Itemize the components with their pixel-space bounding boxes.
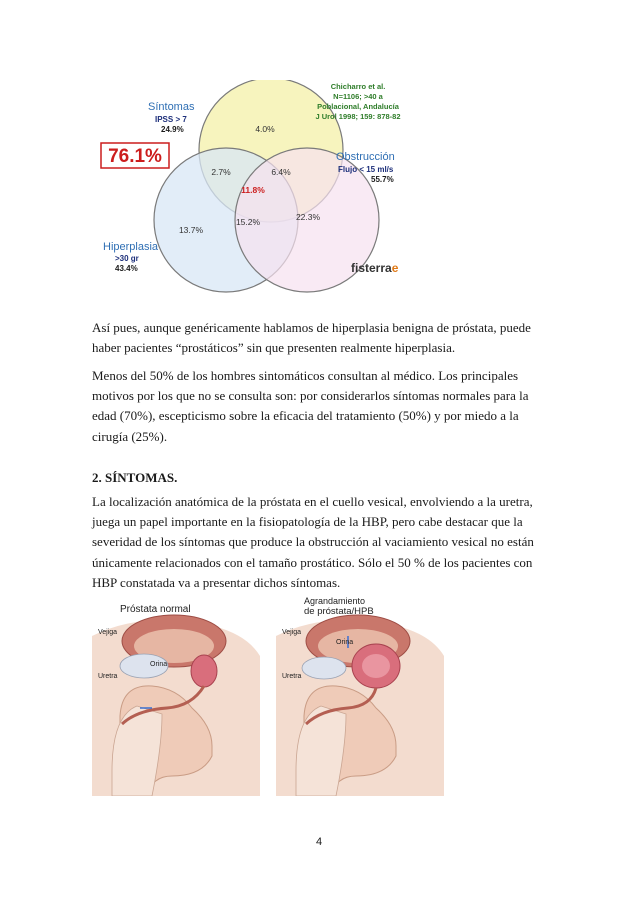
sintomas-title: Síntomas [148, 101, 195, 113]
page-number: 4 [315, 836, 323, 848]
venn-diagram [93, 80, 448, 300]
normal-vejiga-label: Vejiga [98, 629, 118, 636]
region-hiper-obst: 15.2% [235, 217, 261, 227]
anatomy-normal-illustration [92, 596, 260, 796]
region-sintomas-only: 4.0% [255, 124, 275, 134]
paragraph-localizacion: La localización anatómica de la próstata en el cuello vesical, envolviendo a la uretra, juega un papel importante en la fisiopatología de la HBP, pero cabe destacar que la severidad de los síntomas que produce la obstrucción al vaciamiento vesical no están únicamente relacionados con el tamaño prostático. Sólo el 50 % de los pacientes con HBP constatada va a presentar dichos síntomas. [92, 494, 534, 590]
section-heading-sintomas: 2. SÍNTOMAS. [92, 470, 178, 485]
hiperplasia-percent: 43.4% [115, 264, 138, 273]
fisterrae-logo: fisterrae [351, 261, 399, 275]
hpb-orina-label: Orina [336, 639, 354, 646]
source-line-2: N=1106; >40 a [333, 92, 383, 101]
hpb-title-line-1: Agrandamiento [304, 596, 366, 606]
normal-uretra-label: Uretra [98, 673, 118, 680]
anatomy-hpb-illustration [276, 596, 444, 796]
obstruccion-percent: 55.7% [371, 175, 394, 184]
source-line-4: J Urol 1998; 159: 878-82 [315, 112, 401, 121]
region-obst-only: 22.3% [295, 212, 321, 222]
sintomas-criterion: IPSS > 7 [155, 115, 187, 124]
hpb-title-line-2: de próstata/HPB [304, 606, 374, 617]
region-hiper-only: 13.7% [178, 225, 204, 235]
obstruccion-title: Obstrucción [336, 151, 395, 163]
hiperplasia-title: Hiperplasia [103, 241, 159, 253]
big-percent: 76.1% [108, 146, 162, 167]
hpb-vejiga-label: Vejiga [282, 629, 302, 636]
normal-title: Próstata normal [120, 604, 191, 615]
hiperplasia-criterion: >30 gr [115, 254, 139, 263]
hpb-uretra-label: Uretra [282, 673, 302, 680]
paragraph-intro: Así pues, aunque genéricamente hablamos de hiperplasia benigna de próstata, puede haber pacientes “prostáticos” sin que presenten realmente hiperplasia. [92, 320, 531, 356]
normal-orina-label: Orina [150, 661, 168, 668]
region-sint-obst: 6.4% [271, 167, 291, 177]
paragraph-consulta: Menos del 50% de los hombres sintomáticos consultan al médico. Los principales motivos por los que no se consulta son: por considerarlos síntomas normales para la edad (70%), escepticismo sobre la eficacia del tratamiento (50%) y por miedo a la cirugía (25%). [92, 368, 529, 444]
source-line-3: Poblacional, Andalucía [317, 102, 399, 111]
obstruccion-criterion: Flujo < 15 ml/s [338, 165, 394, 174]
region-sint-hiper: 2.7% [211, 167, 231, 177]
region-center: 11.8% [241, 185, 265, 195]
sintomas-percent: 24.9% [161, 125, 184, 134]
source-line-1: Chicharro et al. [330, 82, 386, 91]
